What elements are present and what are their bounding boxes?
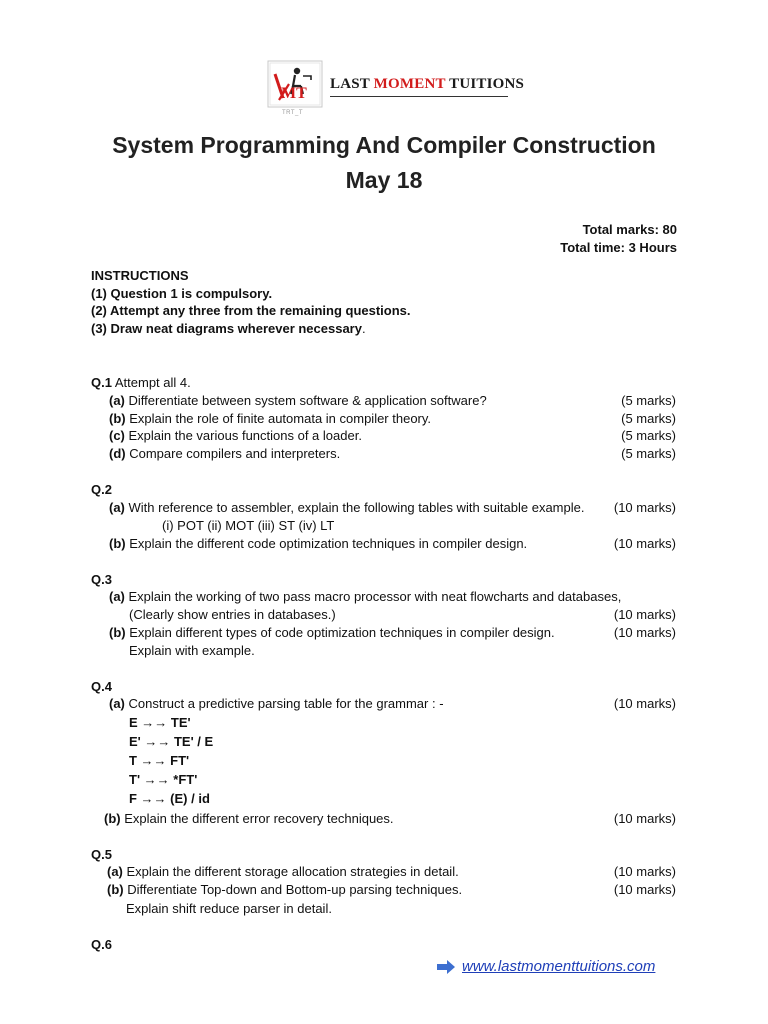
brand-name: LAST MOMENT TUITIONS [330,76,525,92]
marks: (10 marks) [613,696,676,711]
question-heading: Q.1 Attempt all 4. [91,375,191,390]
question-part-continued: Explain with example. [129,643,255,658]
marks: (10 marks) [613,811,676,826]
question-part: (a) Explain the different storage allocation strategies in detail. [107,864,459,879]
grammar-rule: T' →→ *FT' [129,772,198,787]
question-heading: Q.4 [91,679,112,694]
total-marks: Total marks: 80 [582,222,677,237]
question-part: (a) Explain the working of two pass macro processor with neat flowcharts and databases, [109,589,622,604]
question-part: (a) Differentiate between system software & application software? [109,393,487,408]
question-part: (b) Explain different types of code optimization techniques in compiler design. [109,625,555,640]
total-time: Total time: 3 Hours [560,240,677,255]
instruction-item: (3) Draw neat diagrams wherever necessary. [91,321,366,336]
question-part: (b) Explain the role of finite automata in compiler theory. [109,411,432,426]
question-part: (a) Construct a predictive parsing table for the grammar : - [109,696,444,711]
question-part: (d) Compare compilers and interpreters. [109,446,341,461]
question-part-continued: (i) POT (ii) MOT (iii) ST (iv) LT [162,518,335,533]
question-part-continued: (Clearly show entries in databases.) [129,607,336,622]
marks: (5 marks) [621,411,676,426]
website-link[interactable]: www.lastmomenttuitions.com [462,958,656,975]
marks: (10 marks) [613,625,676,640]
question-part: (b) Explain the different code optimization techniques in compiler design. [109,536,528,551]
question-part: (c) Explain the various functions of a loader. [109,428,362,443]
marks: (5 marks) [621,393,676,408]
question-part: (b) Differentiate Top-down and Bottom-up parsing techniques. [107,882,463,897]
grammar-rule: F →→ (E) / id [129,791,210,806]
logo-caption: TRT_T [282,110,304,116]
question-heading: Q.3 [91,572,112,587]
grammar-rule: E →→ TE' [129,715,191,730]
question-heading: Q.2 [91,482,112,497]
question-heading: Q.6 [91,937,112,952]
page-title: System Programming And Compiler Construction [112,132,656,158]
marks: (5 marks) [621,446,676,461]
marks: (10 marks) [613,864,676,879]
marks: (10 marks) [613,536,676,551]
question-heading: Q.5 [91,847,112,862]
exam-session: May 18 [345,167,423,193]
grammar-rule: E' →→ TE' / E [129,734,214,749]
brand-underline [330,96,508,97]
arrow-right-icon [436,960,456,974]
marks: (10 marks) [613,500,676,515]
question-part: (b) Explain the different error recovery techniques. [104,811,394,826]
question-part: (a) With reference to assembler, explain the following tables with suitable example. [109,500,585,515]
marks: (5 marks) [621,428,676,443]
instructions-heading: INSTRUCTIONS [91,268,189,283]
marks: (10 marks) [613,607,676,622]
instruction-item: (2) Attempt any three from the remaining questions. [91,303,411,318]
marks: (10 marks) [613,882,676,897]
question-part-continued: Explain shift reduce parser in detail. [126,901,332,916]
logo-letters: MT [281,85,307,102]
grammar-rule: T →→ FT' [129,753,190,768]
instruction-item: (1) Question 1 is compulsory. [91,286,273,301]
